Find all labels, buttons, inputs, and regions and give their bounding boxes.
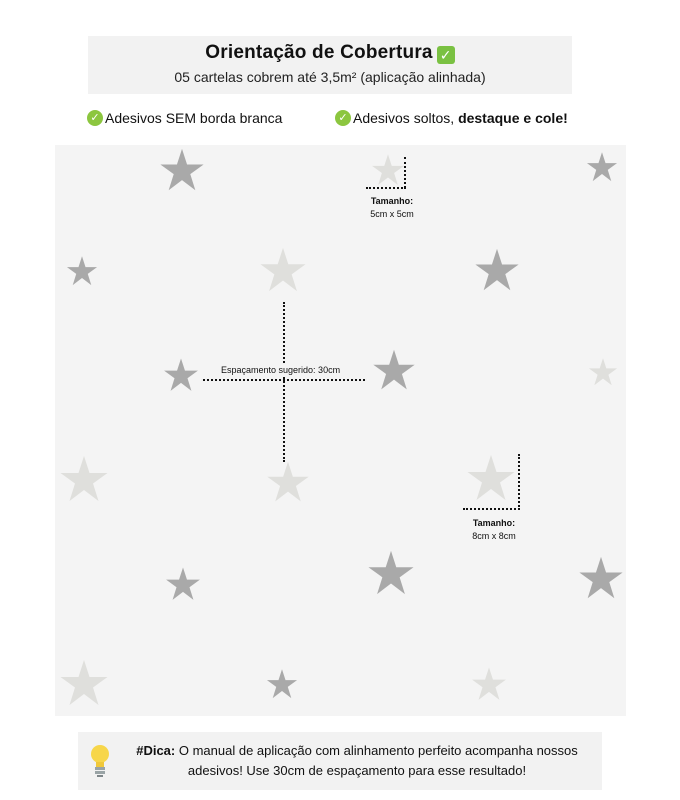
star-sticker (371, 348, 417, 392)
star-sticker (258, 246, 308, 294)
tip-label: #Dica: (136, 743, 176, 758)
spacing-label: Espaçamento sugerido: 30cm (221, 365, 341, 375)
spacing-guide-horizontal (203, 379, 365, 381)
star-sticker (473, 247, 521, 293)
header-box (88, 36, 572, 94)
tip-box (78, 732, 602, 790)
feature-text-prefix: Adesivos soltos, (353, 110, 455, 126)
star-sticker (265, 460, 311, 504)
size-label-small (357, 195, 427, 221)
size-label-large-value: 8cm x 8cm (472, 531, 516, 541)
star-sticker (65, 255, 99, 287)
size-label-large (459, 517, 529, 543)
feature-loose-stickers (335, 110, 568, 126)
feature-text: Adesivos SEM borda branca (105, 110, 283, 126)
size-marker-vertical (404, 157, 406, 188)
star-sticker (578, 555, 624, 601)
page-subtitle: 05 cartelas cobrem até 3,5m² (aplicação alinhada) (174, 69, 486, 85)
page-title (88, 42, 572, 64)
star-sticker (471, 666, 507, 702)
star-layout-preview (55, 145, 626, 716)
star-sticker (165, 566, 201, 602)
star-sticker (587, 357, 619, 387)
size-label-small-title: Tamanho: (370, 196, 414, 206)
check-circle-icon: ✓ (87, 110, 103, 126)
star-sticker (266, 668, 298, 700)
size-label-large-title: Tamanho: (472, 518, 516, 528)
star-sticker (158, 147, 206, 193)
size-marker-vertical (518, 454, 520, 510)
check-box-icon: ✓ (437, 46, 455, 64)
size-label-small-value: 5cm x 5cm (370, 209, 414, 219)
size-marker-horizontal (366, 187, 406, 189)
star-sticker (163, 357, 199, 393)
star-sticker (59, 658, 109, 708)
star-sticker (367, 549, 415, 597)
star-sticker (465, 453, 517, 503)
title-text: Orientação de Cobertura (205, 42, 433, 63)
size-marker-horizontal (463, 508, 520, 510)
star-sticker (585, 151, 619, 183)
feature-text-bold: destaque e cole! (458, 110, 568, 126)
spacing-guide-vertical (283, 302, 285, 462)
check-circle-icon: ✓ (335, 110, 351, 126)
star-sticker (371, 153, 405, 187)
lightbulb-icon (90, 744, 110, 778)
tip-body: O manual de aplicação com alinhamento perfeito acompanha nossos adesivos! Use 30cm de espaçamento para esse resultado! (175, 743, 578, 778)
tip-text (120, 741, 594, 781)
star-sticker (59, 453, 109, 505)
feature-no-border (87, 110, 282, 126)
